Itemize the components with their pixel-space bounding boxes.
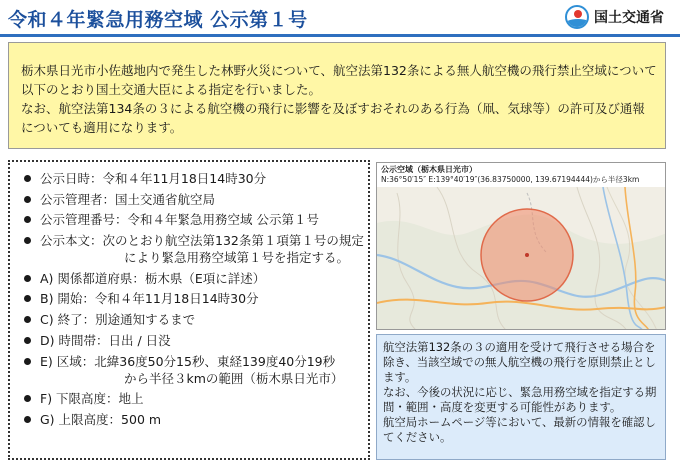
item-text: A) 関係都道府県：栃木県（E項に詳述） [40, 270, 266, 286]
notice-box [8, 42, 666, 149]
page-title: 令和４年緊急用務空域 公示第１号 [8, 9, 308, 31]
item-text: G) 上限高度：500 m [40, 411, 162, 427]
list-item [24, 232, 362, 266]
mlit-logo [565, 4, 664, 30]
item-text: 公示本文：次のとおり航空法第132条第１項第１号の規定 [40, 233, 364, 249]
header [0, 0, 680, 34]
bullet-icon [24, 416, 31, 423]
title-divider [0, 34, 680, 37]
list-item [24, 332, 362, 349]
caution-box [376, 334, 666, 460]
notice-paragraph-1: 栃木県日光市小佐越地内で発生した林野火災について、航空法第132条による無人航空機の飛行禁止空域について以下のとおり国土交通大臣による指定を行いました。 [21, 63, 657, 97]
list-item [24, 191, 362, 208]
list-item [24, 311, 362, 328]
item-text: 公示管理者：国土交通省航空局 [40, 191, 216, 207]
item-text: F) 下限高度：地上 [40, 391, 144, 407]
center-point [525, 253, 529, 257]
details-list [24, 170, 362, 428]
list-item [24, 211, 362, 228]
list-item [24, 170, 362, 187]
notice-paragraph-2: なお、航空法第134条の３による航空機の飛行に影響を及ぼすおそれのある行為（凧、気球等）の許可及び通報についても適用になります。 [21, 101, 645, 135]
item-text: D) 時間帯：日出 / 日没 [40, 332, 171, 348]
map-title: 公示空域（栃木県日光市） [381, 165, 477, 174]
caution-paragraph-1: 航空法第132条の３の適用を受けて飛行させる場合を除き、当該空域での無人航空機の飛行を原則禁止とします。 [383, 340, 656, 384]
map-header [377, 163, 666, 187]
bullet-icon [24, 337, 31, 344]
logo-text: 国土交通省 [594, 10, 664, 26]
caution-paragraph-3: 航空局ホームページ等において、最新の情報を確認してください。 [383, 415, 656, 444]
map-canvas [377, 163, 666, 330]
list-item [24, 411, 362, 428]
item-text: 公示日時：令和４年11月18日14時30分 [40, 171, 267, 186]
bullet-icon [24, 175, 31, 182]
list-item [24, 290, 362, 307]
item-text: E) 区域：北緯36度50分15秒、東経139度40分19秒 [40, 353, 336, 369]
bullet-icon [24, 237, 31, 244]
bullet-icon [24, 275, 31, 282]
bullet-icon [24, 316, 31, 323]
item-text-continued: により緊急用務空域第１号を指定する。 [124, 250, 350, 266]
bullet-icon [24, 196, 31, 203]
bullet-icon [24, 295, 31, 302]
bullet-icon [24, 358, 31, 365]
map-coordinates: N:36°50′15″ E:139°40′19″(36.83750000, 139.67194444)から半径3km [381, 175, 640, 184]
list-item [24, 390, 362, 407]
bullet-icon [24, 216, 31, 223]
list-item [24, 353, 362, 387]
bullet-icon [24, 395, 31, 402]
mlit-emblem-icon [565, 5, 589, 29]
item-text: 公示管理番号：令和４年緊急用務空域 公示第１号 [40, 212, 319, 228]
details-panel [8, 160, 370, 460]
item-text-continued: から半径３kmの範囲（栃木県日光市） [124, 370, 344, 386]
caution-paragraph-2: なお、今後の状況に応じ、緊急用務空域を指定する期間・範囲・高度を変更する可能性があります。 [383, 385, 657, 414]
item-text: B) 開始：令和４年11月18日14時30分 [40, 291, 259, 307]
airspace-map [376, 162, 666, 330]
item-text: C) 終了：別途通知するまで [40, 312, 196, 328]
list-item [24, 270, 362, 287]
